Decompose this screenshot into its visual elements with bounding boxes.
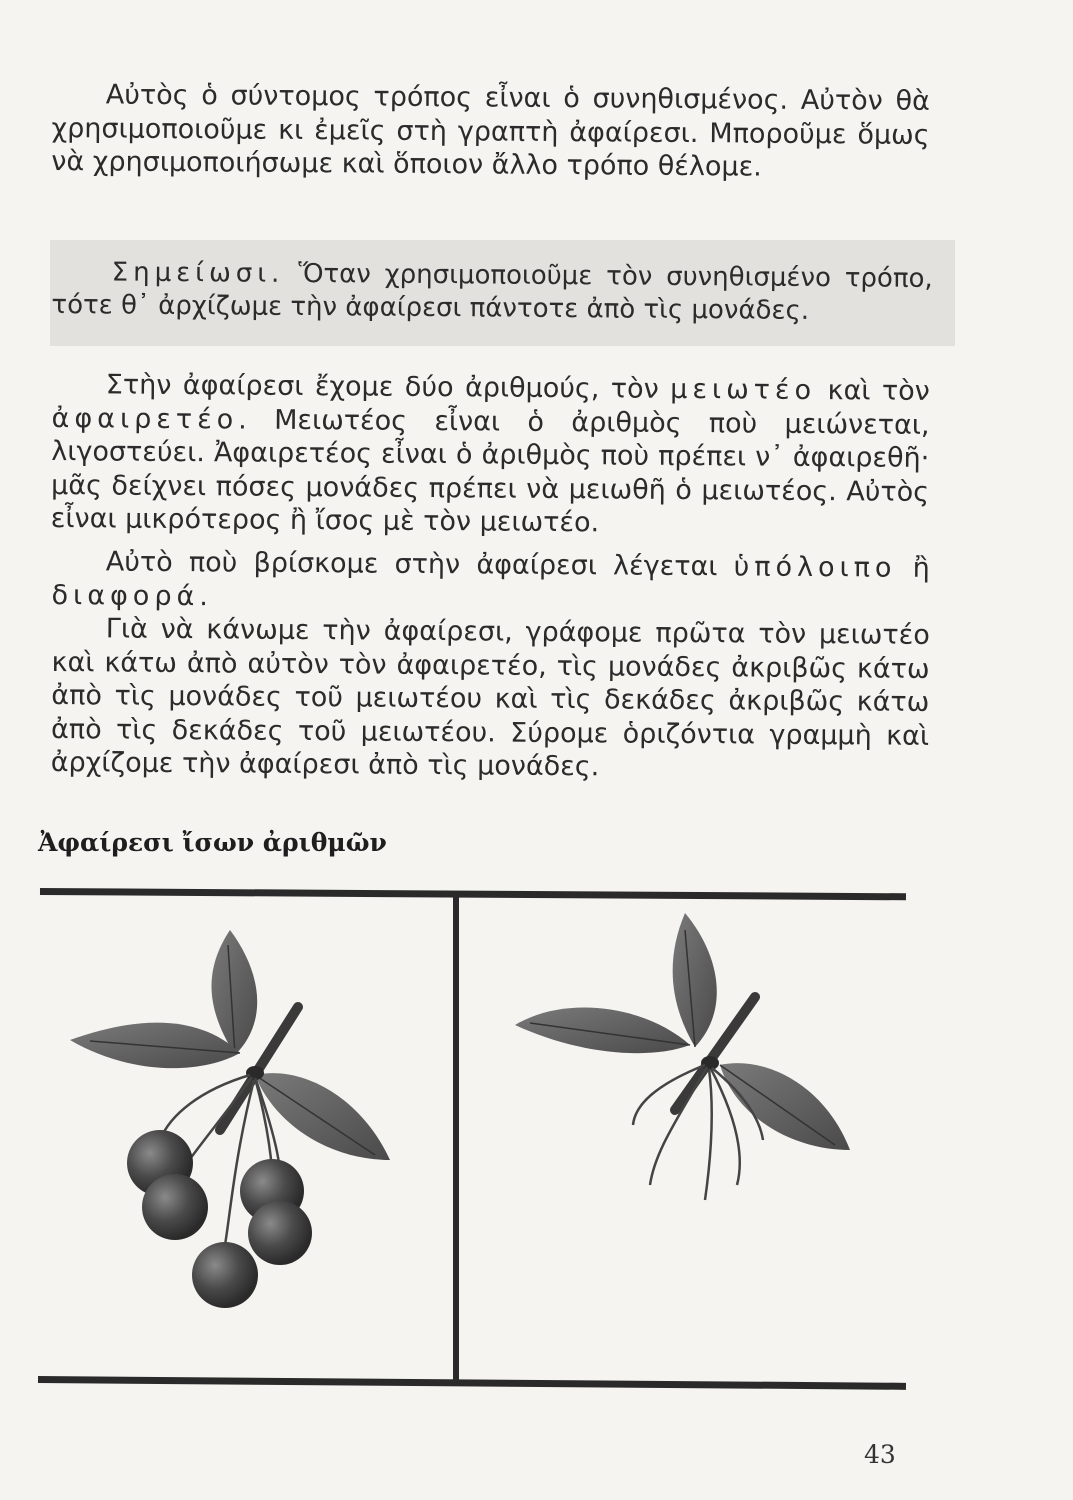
note-text (49, 240, 955, 329)
cherry-stems-empty-illustration (505, 905, 905, 1325)
cherry-2 (142, 1174, 208, 1240)
note-box (50, 240, 955, 346)
term-minuend: μειωτέο (670, 373, 817, 407)
term-subtrahend: ἀφαιρετέο (51, 402, 239, 435)
leaf-top (673, 913, 717, 1047)
cherry-bunch-full-illustration (60, 915, 450, 1335)
cherry-5 (192, 1242, 258, 1308)
leaf-left (515, 1008, 690, 1054)
paragraph-intro: Αὐτὸς ὁ σύντομος τρόπος εἶναι ὁ συνηθισμένος. Αὐτὸν θὰ χρησιμοποιοῦμε κι ἐμεῖς στὴ γραπτὴ ἀφαίρεσι. Μποροῦμε ὅμως νὰ χρησιμοποιήσωμε καὶ ὅποιον ἄλλο τρόπο θέλομε. (51, 79, 930, 183)
note-body: Ὅταν χρησιμοποιοῦμε τὸν συνηθισμένο τρόπο, τότε θ᾽ ἀρχίζωμε τὴν ἀφαίρεσι πάντοτε ἀπὸ τὶς μονάδες. (51, 258, 933, 326)
leaf-right (720, 1063, 850, 1150)
term-difference: διαφορά (51, 579, 200, 612)
term-remainder: ὑπόλοιπο (733, 551, 897, 584)
cherry-4 (248, 1201, 312, 1265)
figure-bottom-rule (38, 1376, 906, 1390)
paragraph-remainder: Αὐτὸ ποὺ βρίσκομε στὴν ἀφαίρεσι λέγεται ὑπόλοιπο ἢ διαφορά. (51, 546, 930, 612)
page-number: 43 (864, 1440, 896, 1469)
note-label: Σημείωσι. (111, 257, 285, 289)
paragraph-procedure: Γιὰ νὰ κάνωμε τὴν ἀφαίρεσι, γράφομε πρῶτα τὸν μειωτέο καὶ κάτω ἀπὸ αὐτὸν τὸν ἀφαιρετέο, τὶς μονάδες ἀκριβῶς κάτω ἀπὸ τὶς μονάδες τοῦ μειωτέου καὶ τὶς δεκάδες ἀκριβῶς κάτω ἀπὸ τὶς δεκάδες τοῦ μειωτέου. Σύρομε ὁριζόντια γραμμὴ καὶ ἀρχίζομε τὴν ἀφαίρεσι ἀπὸ τὶς μονάδες. (50, 613, 930, 783)
section-heading: Ἀφαίρεσι ἴσων ἀριθμῶν (38, 828, 387, 857)
figure-top-rule (40, 888, 906, 900)
paragraph-definitions: Στὴν ἀφαίρεσι ἔχομε δύο ἀριθμούς, τὸν μειωτέο καὶ τὸν ἀφαιρετέο. Μειωτέος εἶναι ὁ ἀριθμὸς ποὺ μειώνεται, λιγοστεύει. Ἀφαιρετέος εἶναι ὁ ἀριθμὸς ποὺ πρέπει ν᾽ ἀφαιρεθῆ· μᾶς δείχνει πόσες μονάδες πρέπει νὰ μειωθῆ ὁ μειωτέος. Αὐτὸς εἶναι μικρότερος ἢ ἴσος μὲ τὸν μειωτέο. (50, 369, 930, 539)
figure-divider (453, 892, 459, 1380)
leaf-left (70, 1023, 240, 1069)
